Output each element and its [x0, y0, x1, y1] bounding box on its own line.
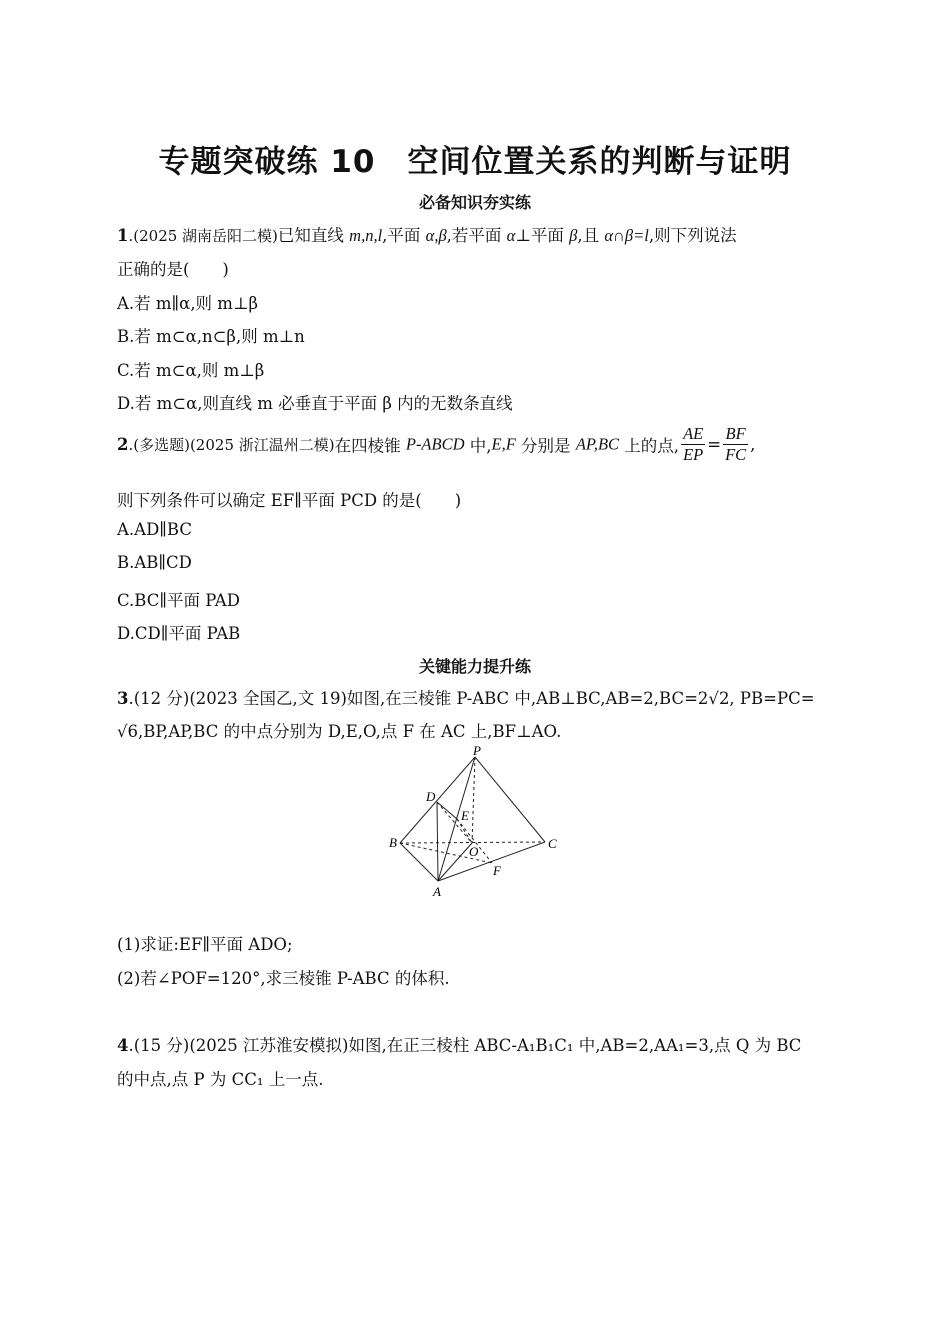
q2-text-b: P-ABCD [405, 434, 465, 454]
section-heading-advanced: 关键能力提升练 [418, 657, 531, 676]
q1-line1 [117, 222, 737, 246]
fraction-ae-ep [681, 424, 705, 465]
q2-source: .(多选题)(2025 浙江温州二模) [128, 436, 335, 454]
q2-line2: 则下列条件可以确定 EF∥平面 PCD 的是( ) [117, 491, 462, 510]
q1-text-c: ,平面 [382, 226, 426, 245]
q2-option-b: B.AB∥CD [117, 553, 192, 572]
q1-option-a: A.若 m∥α,则 m⊥β [117, 294, 259, 313]
equals-sign: = [707, 435, 722, 454]
q1-text-b: m,n,l [349, 226, 383, 245]
q2-line1 [117, 424, 755, 465]
fraction-ae-ep-numerator: AE [683, 424, 704, 443]
q2-option-a: A.AD∥BC [117, 520, 192, 539]
q2-text-a: 在四棱锥 [334, 436, 406, 456]
q3-line2: √6,BP,AP,BC 的中点分别为 D,E,O,点 F 在 AC 上,BF⊥AO. [117, 722, 562, 741]
page-title: 专题突破练 10 空间位置关系的判断与证明 [158, 144, 792, 180]
label-e: E [461, 808, 469, 823]
q1-text-a: 已知直线 [277, 226, 350, 245]
q2-number: 2 [117, 435, 129, 454]
label-f: F [493, 863, 501, 878]
section-heading-basic: 必备知识夯实练 [418, 193, 531, 212]
q1-number: 1 [117, 226, 129, 245]
q4-line1-text: .(15 分)(2025 江苏淮安模拟)如图,在正三棱柱 ABC-A₁B₁C₁ 中,AB=2,AA₁=3,点 Q 为 BC [128, 1036, 802, 1055]
pyramid-figure [385, 745, 565, 900]
fraction-bf-fc [723, 424, 748, 465]
q1-line2: 正确的是( ) [117, 260, 229, 279]
q1-source: .(2025 湖南岳阳二模) [128, 227, 278, 245]
segment-da [437, 802, 438, 881]
label-d: D [426, 789, 436, 804]
q3-line1 [117, 685, 815, 709]
q3-line1-text: .(12 分)(2023 全国乙,文 19)如图,在三棱锥 P-ABC 中,AB⊥BC,AB=2,BC=2√2, PB=PC= [128, 689, 815, 708]
fraction-bf-fc-numerator: BF [723, 424, 748, 445]
q1-text-i: ,且 [577, 226, 605, 245]
q2-text-g: 上的点, [619, 436, 680, 456]
q4-line1 [117, 1032, 801, 1056]
q2-text-f: AP,BC [575, 434, 620, 454]
fraction-bf-fc-denominator: FC [725, 445, 747, 464]
q2-option-d: D.CD∥平面 PAB [117, 624, 241, 643]
q1-text-d: α,β [425, 226, 447, 245]
q2-text-e: 分别是 [515, 436, 576, 456]
segment-po-hidden [472, 757, 475, 843]
label-b: B [389, 835, 397, 850]
fraction-ae-ep-denominator: EP [683, 445, 704, 464]
q2-text-d: E,F [491, 434, 516, 454]
q3-number: 3 [117, 689, 129, 708]
q4-line2: 的中点,点 P 为 CC₁ 上一点. [117, 1070, 324, 1089]
q2-option-c: C.BC∥平面 PAD [117, 591, 240, 610]
label-c: C [548, 836, 557, 851]
edge-ba [400, 843, 438, 881]
q1-text-h: β [569, 226, 578, 245]
q1-text-k: ,则下列说法 [648, 226, 737, 245]
edge-pc [475, 757, 545, 842]
q1-text-f: α [506, 226, 516, 245]
q1-text-g: ⊥平面 [515, 226, 570, 245]
q1-text-j: α∩β=l [604, 226, 649, 245]
q2-text-c: 中, [464, 436, 492, 456]
edge-ac [438, 842, 545, 881]
label-a: A [433, 884, 441, 899]
q3-part1: (1)求证:EF∥平面 ADO; [117, 935, 293, 954]
q3-part2: (2)若∠POF=120°,求三棱锥 P-ABC 的体积. [117, 969, 450, 988]
q1-option-c: C.若 m⊂α,则 m⊥β [117, 361, 265, 380]
label-p: P [473, 745, 481, 758]
q1-option-d: D.若 m⊂α,则直线 m 必垂直于平面 β 内的无数条直线 [117, 394, 513, 413]
q1-text-e: ,若平面 [446, 226, 507, 245]
label-o: O [469, 844, 479, 859]
q4-number: 4 [117, 1036, 129, 1055]
q1-option-b: B.若 m⊂α,n⊂β,则 m⊥n [117, 327, 305, 346]
segment-de [437, 802, 457, 819]
q2-comma: , [750, 435, 756, 454]
